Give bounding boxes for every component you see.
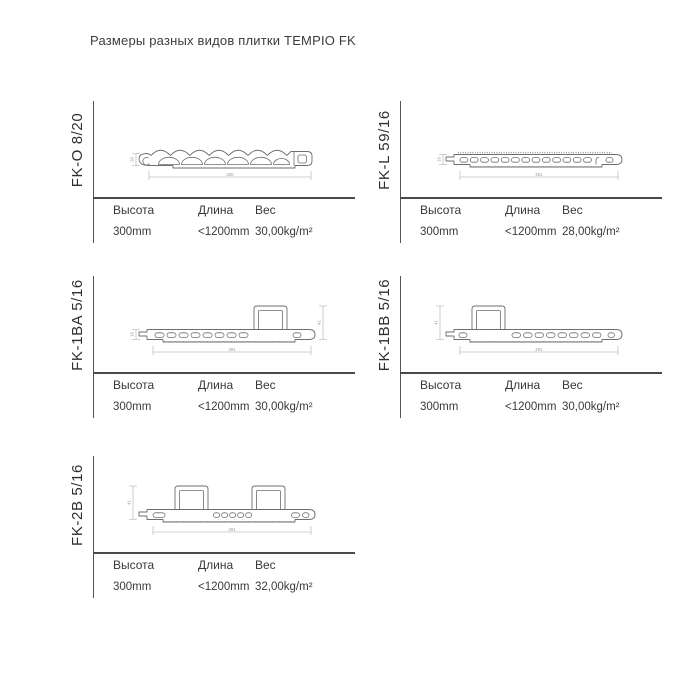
value-length: <1200mm — [198, 581, 250, 593]
dim-width-label: 291 — [535, 171, 543, 177]
value-length: <1200mm — [505, 226, 557, 238]
profile-drawing-fk-1ba — [89, 276, 359, 371]
dimension-lines — [127, 486, 311, 535]
header-length: Длина — [505, 203, 541, 217]
table-header-row — [65, 203, 365, 219]
dimension-lines — [129, 306, 327, 355]
header-weight: Вес — [562, 378, 583, 392]
table-value-row — [65, 401, 365, 417]
dim-thickness-label: 16 — [436, 157, 442, 162]
section-divider — [400, 197, 662, 199]
dim-box-height-label: 41 — [433, 320, 439, 325]
value-height: 300mm — [113, 401, 152, 413]
dimension-lines — [129, 154, 311, 181]
profile-outline — [139, 486, 315, 522]
header-weight: Вес — [562, 203, 583, 217]
profile-outline — [446, 153, 622, 167]
value-height: 300mm — [420, 401, 459, 413]
section-divider — [93, 372, 355, 374]
dimension-lines — [434, 306, 618, 355]
section-divider — [400, 372, 662, 374]
page-title: Размеры разных видов плитки TEMPIO FK — [90, 33, 356, 48]
header-height: Высота — [420, 203, 462, 217]
profile-drawing-fk-1bb — [396, 276, 666, 371]
header-length: Длина — [505, 378, 541, 392]
value-weight: 30,00kg/m² — [255, 226, 313, 238]
value-length: <1200mm — [505, 401, 557, 413]
header-weight: Вес — [255, 378, 276, 392]
section-divider — [93, 197, 355, 199]
header-weight: Вес — [255, 203, 276, 217]
profile-label: FK-L 59/16 — [376, 110, 393, 190]
table-header-row — [65, 378, 365, 394]
profile-label: FK-1BB 5/16 — [376, 278, 393, 372]
section-fk-1ba-5-16 — [65, 272, 365, 422]
value-length: <1200mm — [198, 401, 250, 413]
table-header-row — [65, 558, 365, 574]
value-height: 300mm — [113, 226, 152, 238]
table-header-row — [372, 378, 672, 394]
dim-box-height-label: 41 — [126, 500, 132, 505]
value-length: <1200mm — [198, 226, 250, 238]
header-height: Высота — [420, 378, 462, 392]
dim-width-label: 291 — [228, 526, 236, 532]
table-value-row — [372, 226, 672, 242]
profile-drawing-fk-l — [396, 101, 666, 196]
profile-outline — [139, 306, 315, 342]
section-fk-l-59-16 — [372, 97, 672, 247]
profile-outline — [139, 150, 312, 168]
table-value-row — [65, 226, 365, 242]
section-fk-2b-5-16 — [65, 452, 365, 602]
dim-thickness-label: 16 — [129, 332, 135, 337]
value-height: 300mm — [113, 581, 152, 593]
value-weight: 28,00kg/m² — [562, 226, 620, 238]
dim-width-label: 291 — [535, 346, 543, 352]
header-length: Длина — [198, 558, 234, 572]
profile-cells — [155, 333, 301, 338]
profile-drawing-fk-o — [89, 101, 359, 196]
dim-thickness-label: 20 — [129, 157, 135, 162]
table-value-row — [372, 401, 672, 417]
profile-cells — [153, 513, 309, 518]
header-length: Длина — [198, 203, 234, 217]
value-weight: 30,00kg/m² — [562, 401, 620, 413]
dim-box-height-label: 41 — [316, 320, 322, 325]
header-height: Высота — [113, 378, 155, 392]
profile-label: FK-O 8/20 — [69, 112, 86, 188]
profile-cells — [459, 333, 615, 338]
header-length: Длина — [198, 378, 234, 392]
profile-label: FK-2B 5/16 — [69, 464, 86, 546]
section-fk-1bb-5-16 — [372, 272, 672, 422]
table-header-row — [372, 203, 672, 219]
dim-width-label: 250 — [226, 171, 234, 177]
profile-cells — [159, 157, 290, 164]
header-weight: Вес — [255, 558, 276, 572]
header-height: Высота — [113, 558, 155, 572]
dim-width-label: 291 — [228, 346, 236, 352]
profile-drawing-fk-2b — [89, 456, 359, 551]
profile-cells — [460, 158, 613, 163]
value-weight: 32,00kg/m² — [255, 581, 313, 593]
value-height: 300mm — [420, 226, 459, 238]
profile-outline — [446, 306, 622, 342]
header-height: Высота — [113, 203, 155, 217]
value-weight: 30,00kg/m² — [255, 401, 313, 413]
profile-label: FK-1BA 5/16 — [69, 279, 86, 371]
section-fk-o-8-20 — [65, 97, 365, 247]
section-divider — [93, 552, 355, 554]
table-value-row — [65, 581, 365, 597]
